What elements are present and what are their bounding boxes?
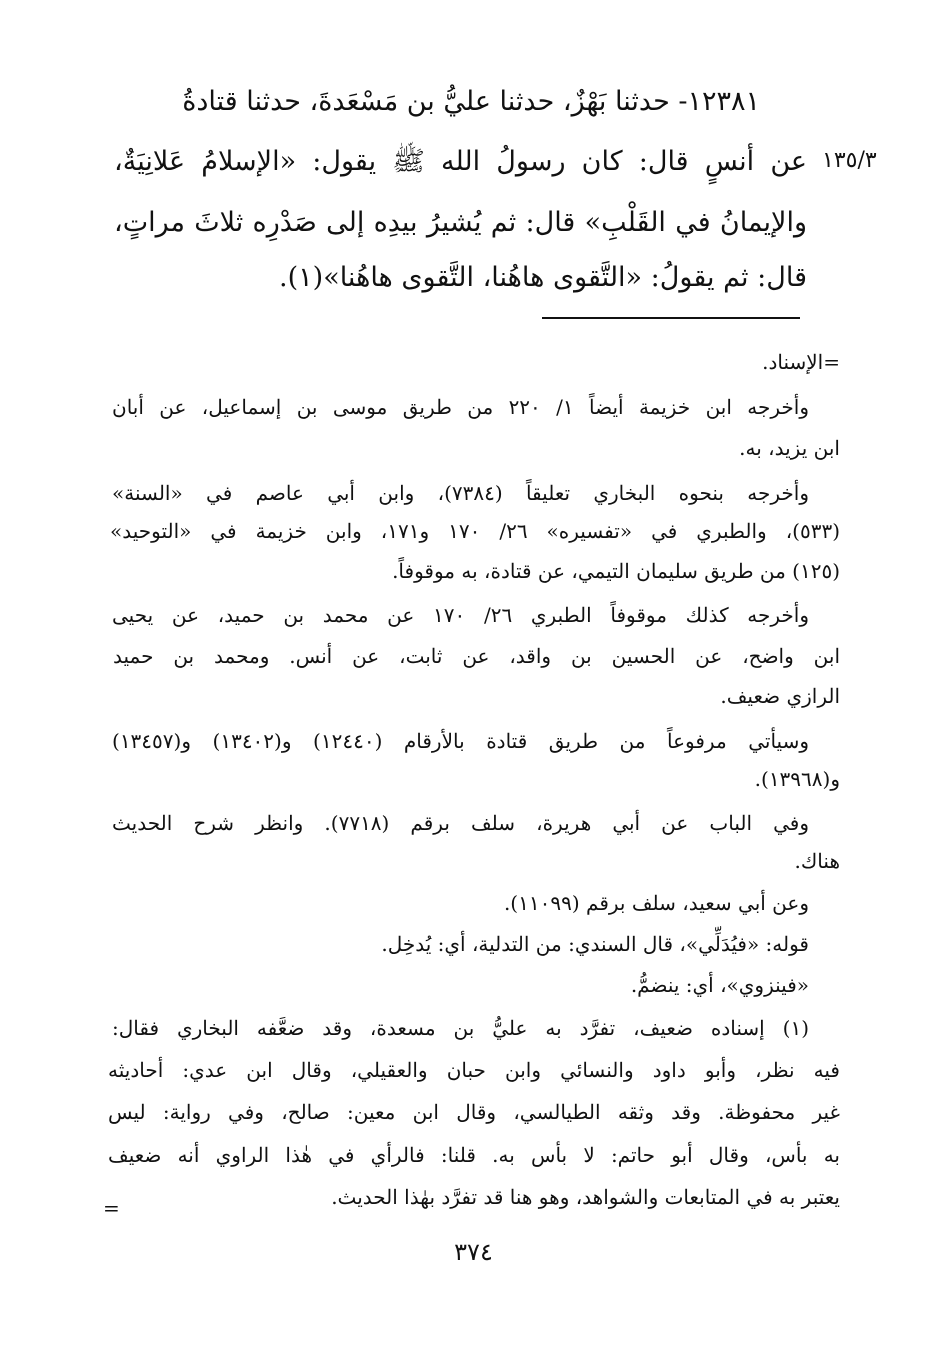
note-line-1: =الإسناد. [762,350,840,374]
note-line-17: (١) إسناده ضعيف، تفرَّد به عليُّ بن مسعدة، وقد ضعَّفه البخاري فقال: [112,1016,809,1040]
note-line-19: غير محفوظة. وقد وثقه الطيالسي، وقال ابن معين: صالح، وفي رواية: ليس [108,1100,840,1124]
note-line-2: وأخرجه ابن خزيمة أيضاً ١/ ٢٢٠ من طريق موسى بن إسماعيل، عن أبان [112,395,809,419]
note-line-9: الرازي ضعيف. [720,684,840,708]
note-line-10: وسيأتي مرفوعاً من طريق قتادة بالأرقام (١٢٤٤٠) و(١٣٤٠٢) و(١٣٤٥٧) [112,729,809,753]
hadith-line-4: قال: ثم يقولُ: «التَّقوى هاهُنا، التَّقوى هاهُنا»(١). [279,262,807,293]
note-line-14: وعن أبي سعيد، سلف برقم (١١٠٩٩). [503,891,809,915]
margin-reference: ١٣٥/٣ [822,148,877,173]
page-number: ٣٧٤ [454,1238,493,1266]
note-line-18: فيه نظر، وأبو داود والنسائي وابن حبان والعقيلي، وقال ابن عدي: أحاديثه [108,1058,840,1082]
note-line-20: به بأس، وقال أبو حاتم: لا بأس به. قلنا: فالرأي في هٰذا الراوي أنه ضعيف [108,1143,840,1167]
note-line-11: و(١٣٩٦٨). [754,767,840,791]
hadith-line-3: والإيمانُ في القَلْبِ» قال: ثم يُشيرُ بيدِه إلى صَدْرِه ثلاثَ مراتٍ، [114,207,807,238]
note-line-3: ابن يزيد، به. [739,436,840,460]
hadith-line-2: عن أنسٍ قال: كان رسولُ الله ﷺ يقول: «الإسلامُ عَلانِيَةٌ، [114,146,807,177]
note-line-5: (٥٣٣)، والطبري في «تفسيره» ٢٦/ ١٧٠ و١٧١، وابن خزيمة في «التوحيد» [110,519,840,543]
note-line-21: يعتبر به في المتابعات والشواهد، وهو هنا قد تفرَّد بهٰذا الحديث. [331,1185,840,1209]
note-line-12: وفي الباب عن أبي هريرة، سلف برقم (٧٧١٨). وانظر شرح الحديث [112,811,809,835]
note-line-8: ابن واضح، عن الحسين بن واقد، عن ثابت، عن أنس. ومحمد بن حميد [113,644,840,668]
note-line-13: هناك. [794,849,840,873]
note-line-16: «فينزوي»، أي: ينضمُّ. [630,973,809,997]
note-line-4: وأخرجه بنحوه البخاري تعليقاً (٧٣٨٤)، وابن أبي عاصم في «السنة» [112,481,809,505]
continuation-mark: = [103,1196,120,1220]
hadith-line-1: ١٢٣٨١- حدثنا بَهْزٌ، حدثنا عليُّ بن مَسْعَدةَ، حدثنا قتادةُ [182,86,760,117]
note-line-15: قوله: «فيُدَلِّي»، قال السندي: من التدلية، أي: يُدخِل. [381,932,809,956]
footnote-separator [542,317,800,319]
note-line-6: (١٢٥) من طريق سليمان التيمي، عن قتادة، به موقوفاً. [392,559,840,583]
note-line-7: وأخرجه كذلك موقوفاً الطبري ٢٦/ ١٧٠ عن محمد بن حميد، عن يحيى [112,603,809,627]
